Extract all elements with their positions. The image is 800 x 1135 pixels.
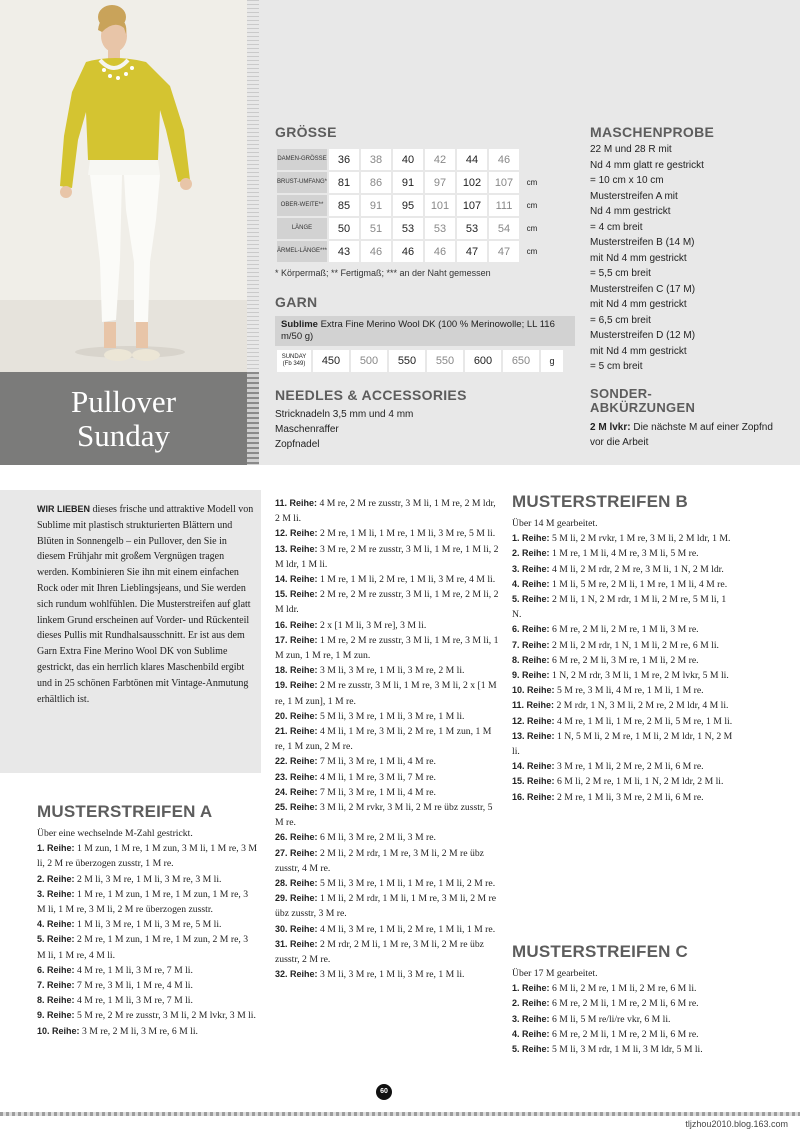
pattern-row <box>37 932 259 962</box>
pattern-b-intro: Über 14 M gearbeitet. <box>512 518 598 529</box>
abbreviations-heading-2: ABKÜRZUNGEN <box>590 400 696 415</box>
title-box <box>0 372 247 465</box>
pattern-row-text: 3 M re, 2 M li, 3 M re, 6 M li. <box>79 1025 198 1037</box>
pattern-row <box>37 841 259 871</box>
pattern-row-text: 5 M re, 3 M li, 4 M re, 1 M li, 1 M re. <box>554 685 704 697</box>
size-cell: 44 <box>457 149 487 170</box>
pattern-row <box>512 759 737 774</box>
pattern-row <box>37 887 259 917</box>
yarn-amount-cell: 550 <box>427 350 463 372</box>
pattern-row-text: 3 M li, 2 M rvkr, 3 M li, 2 M re übz zusstr, 5 M re. <box>275 802 493 829</box>
pattern-b-column <box>512 492 737 805</box>
pattern-row-number: 2. Reihe: <box>512 998 550 1009</box>
gauge-line: mit Nd 4 mm gestrickt <box>590 252 687 264</box>
size-cell: 47 <box>457 241 487 262</box>
size-cell: 46 <box>489 149 519 170</box>
size-cell: 91 <box>393 172 423 193</box>
yarn-amount-cell: 500 <box>351 350 387 372</box>
size-row-label: OBER-WEITE** <box>277 195 327 216</box>
pattern-row <box>512 592 737 622</box>
pattern-row-number: 9. Reihe: <box>37 1010 75 1021</box>
pattern-row-number: 3. Reihe: <box>512 1013 550 1024</box>
pattern-row <box>275 542 500 572</box>
abbrev-term: 2 M lvkr: <box>590 422 631 433</box>
pattern-row-text: 7 M li, 3 M re, 1 M li, 4 M re. <box>317 756 436 768</box>
yarn-heading: GARN <box>275 294 318 310</box>
pattern-row <box>275 709 500 724</box>
size-cell: 42 <box>425 149 455 170</box>
pattern-row <box>512 1042 737 1057</box>
size-row-label: BRUST-UMFANG* <box>277 172 327 193</box>
pattern-row-number: 15. Reihe: <box>512 776 555 787</box>
pattern-row-text: 3 M li, 3 M re, 1 M li, 3 M re, 2 M li. <box>317 665 465 677</box>
pattern-row-number: 5. Reihe: <box>512 594 550 605</box>
pattern-row-text: 4 M li, 1 M re, 3 M li, 2 M re, 1 M zun, 1 M re, 1 M zun, 2 M re. <box>275 726 492 753</box>
pattern-row-number: 11. Reihe: <box>512 700 555 711</box>
pattern-row <box>512 683 737 698</box>
pattern-row <box>275 496 500 526</box>
pattern-row-number: 31. Reihe: <box>275 938 318 949</box>
pattern-row-text: 1 N, 2 M rdr, 3 M li, 1 M re, 2 M lvkr, 5 M li. <box>549 670 729 682</box>
size-cell: 107 <box>489 172 519 193</box>
pattern-row <box>275 587 500 617</box>
gauge-line: = 6,5 cm breit <box>590 314 651 326</box>
pattern-row-text: 4 M li, 1 M re, 3 M li, 7 M re. <box>317 771 436 783</box>
pattern-row-number: 27. Reihe: <box>275 847 318 858</box>
pattern-row-number: 3. Reihe: <box>512 563 550 574</box>
pattern-row-text: 4 M re, 2 M re zusstr, 3 M li, 1 M re, 2 M ldr, 2 M li. <box>275 498 496 525</box>
pattern-row-text: 2 M re, 1 M li, 1 M re, 1 M li, 3 M re, 5 M li. <box>317 528 496 540</box>
pattern-row <box>275 846 500 876</box>
size-table-row <box>277 149 543 170</box>
pattern-row-number: 2. Reihe: <box>37 873 75 884</box>
pattern-row-text: 5 M li, 3 M re, 1 M li, 3 M re, 1 M li. <box>317 710 465 722</box>
size-cell: 54 <box>489 218 519 239</box>
pattern-row-text: 5 M li, 3 M re, 1 M li, 1 M re, 1 M li, 2 M re. <box>317 878 496 890</box>
gauge-line: Musterstreifen A mit <box>590 190 678 202</box>
size-row-label: LÄNGE <box>277 218 327 239</box>
pattern-row-number: 8. Reihe: <box>37 995 75 1006</box>
pattern-row-text: 6 M re, 2 M li, 2 M re, 1 M li, 3 M re. <box>549 624 699 636</box>
yarn-color-label: SUNDAY (Fb 349) <box>277 350 311 372</box>
size-table-row <box>277 172 543 193</box>
pattern-row-text: 2 M rdr, 2 M li, 1 M re, 3 M li, 2 M re übz zusstr, 2 M re. <box>275 938 484 966</box>
gauge-line: Musterstreifen C (17 M) <box>590 283 696 295</box>
yarn-amount-cell: 650 <box>503 350 539 372</box>
pattern-row-text: 1 M li, 3 M re, 1 M li, 3 M re, 5 M li. <box>74 919 222 931</box>
size-row-label: DAMEN-GRÖSSE <box>277 149 327 170</box>
pattern-row-number: 4. Reihe: <box>37 919 75 930</box>
pattern-row-number: 11. Reihe: <box>275 498 318 508</box>
footer-rule <box>0 1112 800 1116</box>
pattern-row-text: 6 M li, 2 M re, 1 M li, 2 M re, 6 M li. <box>549 983 697 995</box>
pattern-row-number: 4. Reihe: <box>512 578 550 589</box>
size-cell: 53 <box>425 218 455 239</box>
pattern-b-heading: MUSTERSTREIFEN B <box>512 492 689 511</box>
pattern-row-number: 24. Reihe: <box>275 786 318 797</box>
pattern-b-rows <box>512 531 737 805</box>
pattern-row-number: 32. Reihe: <box>275 969 318 980</box>
pattern-a-rows-continued <box>275 496 500 983</box>
pattern-a-rows <box>37 841 259 1039</box>
pattern-a-heading: MUSTERSTREIFEN A <box>37 802 213 821</box>
pattern-row-text: 6 M re, 2 M li, 1 M re, 2 M li, 6 M re. <box>549 1028 699 1040</box>
gauge-line: Nd 4 mm gestrickt <box>590 206 671 217</box>
title-line-2: Sunday <box>77 417 170 453</box>
pattern-row-text: 1 M li, 2 M rdr, 1 M li, 1 M re, 3 M li, 2 M re übz zusstr, 3 M re. <box>275 893 497 920</box>
pattern-row-number: 12. Reihe: <box>275 528 318 539</box>
yarn-description <box>275 316 575 346</box>
yarn-unit: g <box>541 350 563 372</box>
pattern-row <box>512 714 737 729</box>
pattern-row-number: 15. Reihe: <box>275 589 318 600</box>
pattern-row-text: 2 M rdr, 1 N, 3 M li, 2 M re, 2 M ldr, 4 M li. <box>554 700 729 712</box>
pattern-row <box>275 770 500 785</box>
pattern-row-text: 2 x [1 M li, 3 M re], 3 M li. <box>317 619 427 631</box>
pattern-row-text: 5 M li, 2 M rvkr, 1 M re, 3 M li, 2 M ldr, 1 M. <box>549 533 731 545</box>
pattern-row-number: 3. Reihe: <box>37 888 75 899</box>
pattern-row-text: 2 M li, 1 N, 2 M rdr, 1 M li, 2 M re, 5 M li, 1 N. <box>512 594 727 621</box>
pattern-row-number: 16. Reihe: <box>512 791 555 802</box>
size-cell: 51 <box>361 218 391 239</box>
pattern-row-text: 3 M re, 1 M li, 2 M re, 2 M li, 6 M re. <box>554 761 704 773</box>
size-cell: 40 <box>393 149 423 170</box>
size-cell: 102 <box>457 172 487 193</box>
pattern-row-text: 2 M li, 2 M rdr, 1 N, 1 M li, 2 M re, 6 M li. <box>549 639 719 651</box>
size-unit: cm <box>526 247 538 256</box>
pattern-row-text: 2 M re zusstr, 3 M li, 1 M re, 3 M li, 2 x [1 M re, 1 M zun], 1 M re. <box>275 680 497 707</box>
pattern-row <box>275 724 500 754</box>
needles-heading: NEEDLES & ACCESSORIES <box>275 387 467 403</box>
pattern-row <box>37 917 259 932</box>
size-unit <box>521 149 543 170</box>
needles-item: Maschenraffer <box>275 424 339 435</box>
pattern-row <box>275 800 500 830</box>
size-cell: 97 <box>425 172 455 193</box>
pattern-row <box>275 967 500 982</box>
pattern-row <box>275 785 500 800</box>
pattern-row <box>512 1027 737 1042</box>
pattern-row <box>512 996 737 1011</box>
pattern-row <box>275 754 500 769</box>
pattern-row-text: 2 M li, 2 M rdr, 1 M re, 3 M li, 2 M re übz zusstr, 4 M re. <box>275 847 484 874</box>
intro-body: dieses frische und attraktive Modell von Sublime mit plastisch strukturierten Blättern und Blüten in Sonnengelb – ein Pullover, den Sie in diesem Frühjahr mit großem Vergnügen tragen werden. Kombinieren Sie ihn mit einem einfachen Rock oder mit Ihren Lieblingsjeans, und Sie werden sich rundum wohlfühlen. Die Musterstreifen auf glatt linkem Grund erscheinen auf Vorder- und Rückenteil dieses Pullis mit Rundhalsausschnitt. Er ist aus dem Garn Extra Fine Merino Wool DK von Sublime gestrickt, das ein herrlich klares Maschenbild ergibt und in 25 schönen Farbtönen mit Vintage-Anmutung erhältlich ist. <box>37 504 254 705</box>
pattern-row-number: 26. Reihe: <box>275 832 318 843</box>
pattern-row-text: 5 M re, 2 M re zusstr, 3 M li, 2 M lvkr, 3 M li. <box>74 1010 256 1022</box>
size-cell: 101 <box>425 195 455 216</box>
pattern-row-number: 23. Reihe: <box>275 771 318 782</box>
decorative-stripes-dark <box>247 372 259 465</box>
gauge-line: = 5,5 cm breit <box>590 268 651 279</box>
pattern-row <box>275 618 500 633</box>
pattern-row <box>512 698 737 713</box>
pattern-row-text: 6 M re, 2 M li, 1 M re, 2 M li, 6 M re. <box>549 998 699 1010</box>
pattern-row-number: 6. Reihe: <box>512 624 550 635</box>
abbreviations-text <box>590 420 780 450</box>
pattern-row <box>275 830 500 845</box>
pattern-row-text: 6 M re, 2 M li, 3 M re, 1 M li, 2 M re. <box>549 654 699 666</box>
pattern-row-text: 6 M li, 3 M re, 2 M li, 3 M re. <box>317 832 436 844</box>
pattern-c-intro: Über 17 M gearbeitet. <box>512 968 598 979</box>
abbreviations-heading <box>590 387 695 415</box>
size-table <box>275 147 545 264</box>
pattern-row <box>275 876 500 891</box>
pattern-row <box>37 1008 259 1023</box>
pattern-row <box>275 937 500 967</box>
pattern-row-text: 4 M li, 3 M re, 1 M li, 2 M re, 1 M li, 1 M re. <box>317 923 496 935</box>
pattern-c-rows <box>512 981 737 1057</box>
pattern-row <box>37 1024 259 1039</box>
pattern-a-intro: Über eine wechselnde M-Zahl gestrickt. <box>37 828 193 839</box>
gauge-line: = 5 cm breit <box>590 361 643 372</box>
size-cell: 85 <box>329 195 359 216</box>
pattern-row <box>512 577 737 592</box>
pattern-row-number: 29. Reihe: <box>275 893 318 904</box>
needles-item: Zopfnadel <box>275 439 320 450</box>
yarn-amount-cell: 550 <box>389 350 425 372</box>
pattern-row-number: 9. Reihe: <box>512 670 550 681</box>
pattern-row-text: 7 M li, 3 M re, 1 M li, 4 M re. <box>317 786 436 798</box>
pattern-row-number: 19. Reihe: <box>275 680 318 691</box>
pattern-row <box>512 668 737 683</box>
pattern-row <box>512 622 737 637</box>
pattern-row-text: 4 M li, 2 M rdr, 2 M re, 3 M li, 1 N, 2 M ldr. <box>549 563 724 575</box>
size-cell: 46 <box>393 241 423 262</box>
pattern-row-number: 30. Reihe: <box>275 923 318 934</box>
model-illustration <box>0 0 247 372</box>
size-unit: cm <box>526 201 538 210</box>
size-cell: 107 <box>457 195 487 216</box>
size-cell: 46 <box>425 241 455 262</box>
size-cell: 81 <box>329 172 359 193</box>
size-table-row <box>277 241 543 262</box>
pattern-row <box>275 678 500 708</box>
pattern-row-number: 13. Reihe: <box>275 543 318 554</box>
pattern-row-number: 2. Reihe: <box>512 548 550 559</box>
needles-item: Stricknadeln 3,5 mm und 4 mm <box>275 409 414 420</box>
pattern-row-text: 4 M re, 1 M li, 3 M re, 7 M li. <box>74 995 193 1007</box>
yarn-table <box>275 348 565 374</box>
pattern-row-number: 5. Reihe: <box>37 934 75 945</box>
pattern-row-text: 2 M re, 1 M li, 3 M re, 2 M li, 6 M re. <box>554 791 704 803</box>
pattern-row-text: 1 M re, 1 M zun, 1 M re, 1 M zun, 1 M re, 3 M li, 1 M re, 3 M li, 2 M re überzogen zusstr. <box>37 888 249 916</box>
pattern-row <box>37 872 259 887</box>
pattern-row-number: 13. Reihe: <box>512 730 555 741</box>
intro-lead: WIR LIEBEN <box>37 504 90 514</box>
size-cell: 36 <box>329 149 359 170</box>
pattern-row <box>37 993 259 1008</box>
size-cell: 95 <box>393 195 423 216</box>
pattern-row <box>512 562 737 577</box>
footer-credit: tljzhou2010.blog.163.com <box>685 1119 788 1129</box>
pattern-row-text: 1 M re, 1 M li, 2 M re, 1 M li, 3 M re, 4 M li. <box>317 574 496 586</box>
pattern-row-number: 4. Reihe: <box>512 1028 550 1039</box>
pattern-row-text: 1 N, 5 M li, 2 M re, 1 M li, 2 M ldr, 1 N, 2 M li. <box>512 730 733 758</box>
pattern-row <box>512 638 737 653</box>
intro-text <box>37 502 257 707</box>
size-cell: 50 <box>329 218 359 239</box>
pattern-row-number: 14. Reihe: <box>512 761 555 772</box>
size-unit: cm <box>526 178 538 187</box>
pattern-c-heading: MUSTERSTREIFEN C <box>512 942 689 961</box>
pattern-row-text: 2 M re, 2 M re zusstr, 3 M li, 1 M re, 2 M li, 2 M ldr. <box>275 589 499 616</box>
pattern-row <box>37 978 259 993</box>
pattern-row <box>275 922 500 937</box>
yarn-brand: Sublime <box>281 319 318 330</box>
pattern-row <box>275 663 500 678</box>
pattern-row-text: 6 M li, 5 M re/li/re vkr, 6 M li. <box>549 1013 671 1025</box>
pattern-row <box>512 774 737 789</box>
pattern-row-number: 10. Reihe: <box>37 1025 80 1036</box>
pattern-row-number: 18. Reihe: <box>275 665 318 676</box>
size-footnote: * Körpermaß; ** Fertigmaß; *** an der Naht gemessen <box>275 268 491 278</box>
pattern-row-number: 17. Reihe: <box>275 634 318 645</box>
pattern-row-text: 4 M re, 1 M li, 1 M re, 2 M li, 5 M re, 1 M li. <box>554 715 733 727</box>
size-row-label: ÄRMEL-LÄNGE*** <box>277 241 327 262</box>
intro-box <box>0 490 261 773</box>
size-cell: 43 <box>329 241 359 262</box>
gauge-line: Musterstreifen D (12 M) <box>590 330 696 341</box>
size-cell: 91 <box>361 195 391 216</box>
pattern-row-text: 5 M li, 3 M rdr, 1 M li, 3 M ldr, 5 M li. <box>549 1044 703 1056</box>
pattern-row-number: 20. Reihe: <box>275 710 318 721</box>
pattern-row <box>512 1012 737 1027</box>
pattern-row-number: 7. Reihe: <box>512 639 550 650</box>
pattern-row-number: 12. Reihe: <box>512 715 555 726</box>
pattern-row-text: 1 M re, 1 M li, 4 M re, 3 M li, 5 M re. <box>549 548 699 560</box>
pattern-row-number: 25. Reihe: <box>275 802 318 813</box>
gauge-line: = 4 cm breit <box>590 221 643 233</box>
title-line-1: Pullover <box>70 383 177 419</box>
pattern-row-number: 22. Reihe: <box>275 756 318 767</box>
pattern-row <box>512 653 737 668</box>
pattern-row <box>512 729 737 759</box>
pattern-row-number: 5. Reihe: <box>512 1044 550 1055</box>
pattern-row-text: 4 M re, 1 M li, 3 M re, 7 M li. <box>74 964 193 976</box>
size-cell: 47 <box>489 241 519 262</box>
size-unit: cm <box>526 224 538 233</box>
gauge-line: Musterstreifen B (14 M) <box>590 237 695 248</box>
pattern-row-number: 8. Reihe: <box>512 654 550 665</box>
pattern-row-number: 16. Reihe: <box>275 619 318 630</box>
size-cell: 53 <box>457 218 487 239</box>
pattern-row <box>512 531 737 546</box>
pattern-a-column <box>37 802 259 1039</box>
pattern-row-number: 21. Reihe: <box>275 726 318 737</box>
size-cell: 46 <box>361 241 391 262</box>
pattern-row <box>275 526 500 541</box>
pattern-row-text: 2 M li, 3 M re, 1 M li, 3 M re, 3 M li. <box>74 873 222 885</box>
pattern-row-text: 2 M re, 1 M zun, 1 M re, 1 M zun, 2 M re, 3 M li, 1 M re, 4 M li. <box>37 934 249 961</box>
pattern-row <box>275 572 500 587</box>
size-cell: 38 <box>361 149 391 170</box>
abbreviations-heading-1: SONDER- <box>590 386 653 401</box>
page-number: 60 <box>376 1084 392 1100</box>
pattern-row-number: 14. Reihe: <box>275 574 318 585</box>
pattern-row-text: 1 M re, 2 M re zusstr, 3 M li, 1 M re, 3 M li, 1 M zun, 1 M re, 1 M zun. <box>275 634 499 662</box>
size-cell: 53 <box>393 218 423 239</box>
pattern-row-text: 7 M re, 3 M li, 1 M re, 4 M li. <box>74 980 193 992</box>
gauge-line: 22 M und 28 R mit <box>590 144 672 155</box>
size-table-row <box>277 218 543 239</box>
pattern-row-number: 6. Reihe: <box>37 964 75 975</box>
pattern-row-number: 1. Reihe: <box>37 843 75 854</box>
pattern-row-number: 1. Reihe: <box>512 983 550 994</box>
pattern-row-number: 28. Reihe: <box>275 878 318 889</box>
pattern-row <box>275 891 500 921</box>
pattern-c-column <box>512 942 737 1057</box>
gauge-heading: MASCHENPROBE <box>590 124 715 140</box>
size-table-row <box>277 195 543 216</box>
pattern-row-number: 10. Reihe: <box>512 685 555 696</box>
pattern-row <box>512 546 737 561</box>
yarn-amount-cell: 450 <box>313 350 349 372</box>
size-heading: GRÖSSE <box>275 124 337 140</box>
gauge-line: mit Nd 4 mm gestrickt <box>590 345 687 357</box>
pattern-row <box>512 790 737 805</box>
gauge-line: = 10 cm x 10 cm <box>590 175 664 186</box>
pattern-row <box>275 633 500 663</box>
pattern-row-number: 1. Reihe: <box>512 533 550 544</box>
pattern-row-text: 1 M zun, 1 M re, 1 M zun, 3 M li, 1 M re, 3 M li, 2 M re überzogen zusstr, 1 M re. <box>37 843 257 870</box>
size-cell: 111 <box>489 195 519 216</box>
pattern-row-text: 6 M li, 2 M re, 1 M li, 1 N, 2 M ldr, 2 M li. <box>554 776 724 788</box>
pattern-row <box>37 963 259 978</box>
pattern-row <box>512 981 737 996</box>
pattern-row-text: 1 M li, 5 M re, 2 M li, 1 M re, 1 M li, 4 M re. <box>549 578 728 590</box>
yarn-desc-text: Extra Fine Merino Wool DK (100 % Merinowolle; LL 116 m/50 g) <box>281 319 555 342</box>
size-cell: 86 <box>361 172 391 193</box>
abbrev-def: Die nächste M auf einer Zopfnd vor die Arbeit <box>590 422 773 448</box>
gauge-list <box>590 142 770 375</box>
gauge-line: mit Nd 4 mm gestrickt <box>590 299 687 310</box>
model-photo <box>0 0 247 372</box>
needles-list <box>275 407 413 452</box>
gauge-line: Nd 4 mm glatt re gestrickt <box>590 159 704 171</box>
pattern-row-number: 7. Reihe: <box>37 980 75 991</box>
pattern-a-continued-column <box>275 496 500 983</box>
pattern-row-text: 3 M re, 2 M re zusstr, 3 M li, 1 M re, 1 M li, 2 M ldr, 1 M li. <box>275 543 499 570</box>
pattern-row-text: 3 M li, 3 M re, 1 M li, 3 M re, 1 M li. <box>317 969 465 981</box>
yarn-amount-cell: 600 <box>465 350 501 372</box>
